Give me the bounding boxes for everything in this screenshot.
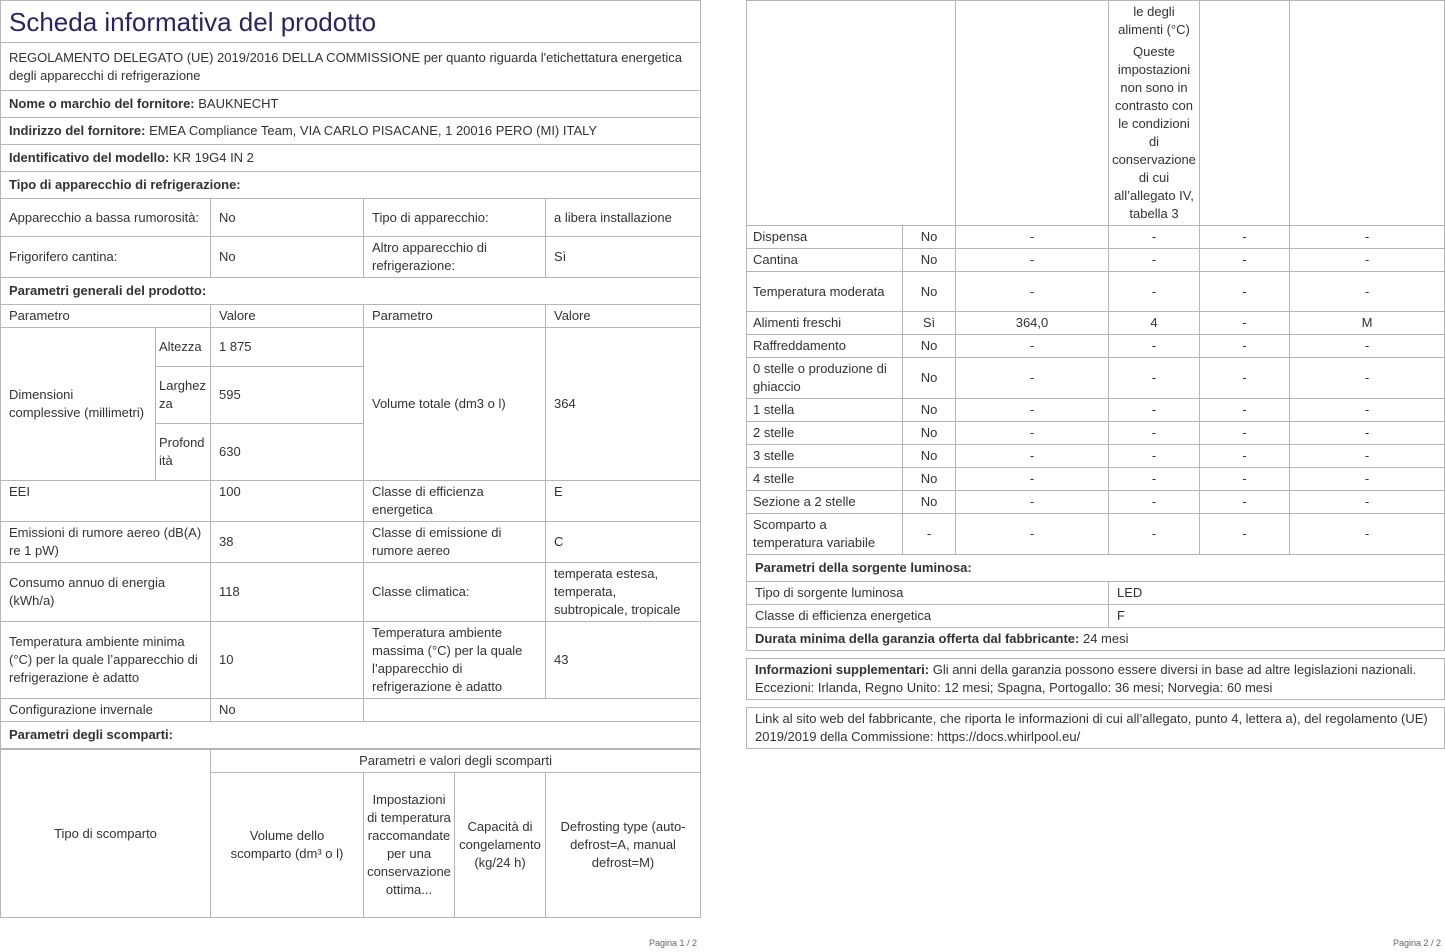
winter-config-label: Configurazione invernale [1, 699, 211, 722]
recommended-temp-header-cont [1109, 1, 1200, 226]
warranty-row [747, 628, 1445, 651]
compartment-defrost: - [1290, 358, 1445, 399]
defrost-type-label: Defrosting type (auto-defrost=A, manual defrost=M) [546, 773, 701, 918]
max-temp-value: 43 [546, 622, 701, 699]
compartment-volume: - [956, 399, 1109, 422]
eei-value: 100 [211, 481, 364, 522]
col-value-header: Valore [211, 305, 364, 328]
noise-class-label: Classe di emissione di rumore aereo [364, 522, 546, 563]
light-type-value: LED [1109, 582, 1445, 605]
compartment-temp: - [1109, 226, 1200, 249]
compartment-defrost: - [1290, 468, 1445, 491]
extra-info-row [747, 659, 1445, 700]
total-volume-label: Volume totale (dm3 o l) [364, 328, 546, 481]
warranty-value: 24 mesi [1082, 631, 1129, 646]
compartment-row [747, 422, 1445, 445]
compartment-name: 3 stelle [747, 445, 903, 468]
col-param-header: Parametro [1, 305, 211, 328]
compartment-defrost: - [1290, 514, 1445, 555]
compartment-defrost: - [1290, 445, 1445, 468]
compartment-present: No [903, 491, 956, 514]
compartment-temp: - [1109, 514, 1200, 555]
page-1 [0, 0, 700, 918]
model-label: Identificativo del modello: [9, 150, 170, 165]
col-param-header-2: Parametro [364, 305, 546, 328]
header-cont-empty-4 [1290, 1, 1445, 226]
supplier-address-label: Indirizzo del fornitore: [9, 123, 146, 138]
compartment-present: No [903, 445, 956, 468]
compartment-volume: - [956, 226, 1109, 249]
compartment-present: No [903, 358, 956, 399]
model-row [1, 145, 701, 172]
low-noise-value: No [211, 199, 364, 237]
compartment-volume: - [956, 514, 1109, 555]
compartment-capacity: - [1200, 226, 1290, 249]
page-2-footer: Pagina 2 / 2 [1393, 938, 1442, 948]
compartment-name: 2 stelle [747, 422, 903, 445]
max-temp-label: Temperatura ambiente massima (°C) per la quale l’apparecchio di refrigerazione è adatto [364, 622, 546, 699]
wine-label: Frigorifero cantina: [1, 237, 211, 278]
compartment-volume: 364,0 [956, 312, 1109, 335]
compartment-type-label: Tipo di scomparto [1, 750, 211, 918]
compartment-name: Scomparto a temperatura variabile [747, 514, 903, 555]
annual-energy-label: Consumo annuo di energia (kWh/a) [1, 563, 211, 622]
compartment-defrost: M [1290, 312, 1445, 335]
total-volume-value: 364 [546, 328, 701, 481]
compartment-row [747, 226, 1445, 249]
compartment-temp: 4 [1109, 312, 1200, 335]
dimensions-label: Dimensioni complessive (millimetri) [1, 328, 156, 481]
compartment-temp: - [1109, 272, 1200, 312]
compartment-defrost: - [1290, 399, 1445, 422]
compartment-present: No [903, 399, 956, 422]
light-heading: Parametri della sorgente luminosa: [747, 555, 1445, 582]
min-temp-value: 10 [211, 622, 364, 699]
eei-label: EEI [1, 481, 211, 522]
width-value: 595 [211, 367, 364, 424]
link-text: Link al sito web del fabbricante, che riporta le informazioni di cui all’allegato, punto 4, lettera a), del regolamento (UE) 2019/2019 della Commissione: [755, 711, 1428, 744]
supplier-address-row [1, 118, 701, 145]
compartment-present: No [903, 468, 956, 491]
compartment-name: 4 stelle [747, 468, 903, 491]
supplier-name-label: Nome o marchio del fornitore: [9, 96, 195, 111]
compartment-row [747, 335, 1445, 358]
depth-value: 630 [211, 424, 364, 481]
page-title: Scheda informativa del prodotto [1, 1, 701, 43]
compartment-capacity: - [1200, 422, 1290, 445]
compartment-name: Cantina [747, 249, 903, 272]
compartment-temp: - [1109, 422, 1200, 445]
compartment-row [747, 249, 1445, 272]
height-value: 1 875 [211, 328, 364, 367]
compartment-name: Raffreddamento [747, 335, 903, 358]
appliance-type-value: a libera installazione [546, 199, 701, 237]
other-appliance-value: Sì [546, 237, 701, 278]
compartment-row [747, 514, 1445, 555]
supplier-address-value: EMEA Compliance Team, VIA CARLO PISACANE, 1 20016 PERO (MI) ITALY [149, 123, 598, 138]
annual-energy-value: 118 [211, 563, 364, 622]
compartment-defrost: - [1290, 335, 1445, 358]
noise-class-value: C [546, 522, 701, 563]
compartment-values-header: Parametri e valori degli scomparti [211, 750, 701, 773]
warranty-label: Durata minima della garanzia offerta dal fabbricante: [755, 631, 1080, 646]
compartment-row [747, 312, 1445, 335]
empty-cell [364, 699, 701, 722]
manufacturer-link[interactable]: https://docs.whirlpool.eu/ [937, 729, 1081, 744]
compartment-name: Dispensa [747, 226, 903, 249]
compartment-volume: - [956, 335, 1109, 358]
compartment-params-heading: Parametri degli scomparti: [1, 722, 701, 749]
compartment-row [747, 491, 1445, 514]
compartment-present: No [903, 249, 956, 272]
compartment-volume: - [956, 422, 1109, 445]
compartment-present: No [903, 422, 956, 445]
compartment-defrost: - [1290, 422, 1445, 445]
compartment-capacity: - [1200, 445, 1290, 468]
compartment-temp: - [1109, 249, 1200, 272]
other-appliance-label: Altro apparecchio di refrigerazione: [364, 237, 546, 278]
energy-class-label: Classe di efficienza energetica [364, 481, 546, 522]
compartment-volume: - [956, 468, 1109, 491]
compartment-defrost: - [1290, 249, 1445, 272]
light-class-label: Classe di efficienza energetica [747, 605, 1109, 628]
compartment-volume-label: Volume dello scomparto (dm³ o l) [211, 773, 364, 918]
compartment-name: Temperatura moderata [747, 272, 903, 312]
compartment-temp: - [1109, 491, 1200, 514]
compartment-temp: - [1109, 445, 1200, 468]
extra-info-label: Informazioni supplementari: [755, 662, 930, 677]
depth-label: Profondità [156, 424, 211, 481]
compartment-temp: - [1109, 468, 1200, 491]
page-2 [746, 0, 1444, 749]
compartment-volume: - [956, 249, 1109, 272]
spacer-2 [747, 700, 1445, 708]
light-class-value: F [1109, 605, 1445, 628]
recommended-temp-label: Impostazioni di temperatura raccomandate per una conservazione ottima... [364, 773, 455, 918]
extra-info-text: Gli anni della garanzia possono essere diversi in base ad altre legislazioni nazionali. Eccezioni: Irlanda, Regno Unito: 12 mesi; Spagna, Portogallo: 36 mesi; Norvegia: 60 mesi [755, 662, 1417, 695]
compartment-capacity: - [1200, 491, 1290, 514]
general-params-heading: Parametri generali del prodotto: [1, 278, 701, 305]
header-cont-line-1: le degli alimenti (°C) [1118, 4, 1190, 37]
compartment-volume: - [956, 491, 1109, 514]
spacer [747, 651, 1445, 659]
min-temp-label: Temperatura ambiente minima (°C) per la quale l’apparecchio di refrigerazione è adatto [1, 622, 211, 699]
compartment-row [747, 399, 1445, 422]
regulation-text: REGOLAMENTO DELEGATO (UE) 2019/2016 DELLA COMMISSIONE per quanto riguarda l'etichettatura energetica degli apparecchi di refrigerazione [1, 43, 701, 91]
compartment-present: Sì [903, 312, 956, 335]
climate-class-label: Classe climatica: [364, 563, 546, 622]
compartment-capacity: - [1200, 249, 1290, 272]
freezing-capacity-label: Capacità di congelamento (kg/24 h) [455, 773, 546, 918]
header-cont-line-2: Queste impostazioni non sono in contrasto con le condizioni di conservazione di cui all’allegato IV, tabella 3 [1112, 44, 1196, 221]
compartment-name: 1 stella [747, 399, 903, 422]
winter-config-value: No [211, 699, 364, 722]
compartment-temp: - [1109, 399, 1200, 422]
appliance-type-label: Tipo di apparecchio: [364, 199, 546, 237]
compartment-present: No [903, 335, 956, 358]
supplier-name-row [1, 91, 701, 118]
noise-value: 38 [211, 522, 364, 563]
col-value-header-2: Valore [546, 305, 701, 328]
compartment-defrost: - [1290, 272, 1445, 312]
compartment-capacity: - [1200, 399, 1290, 422]
compartment-present: No [903, 272, 956, 312]
width-label: Larghezza [156, 367, 211, 424]
compartment-volume: - [956, 445, 1109, 468]
compartment-capacity: - [1200, 312, 1290, 335]
compartment-name: Alimenti freschi [747, 312, 903, 335]
compartment-capacity: - [1200, 514, 1290, 555]
compartment-defrost: - [1290, 491, 1445, 514]
compartment-present: No [903, 226, 956, 249]
model-value: KR 19G4 IN 2 [172, 150, 254, 165]
energy-class-value: E [546, 481, 701, 522]
wine-value: No [211, 237, 364, 278]
compartment-capacity: - [1200, 358, 1290, 399]
compartment-capacity: - [1200, 272, 1290, 312]
compartment-row [747, 445, 1445, 468]
header-cont-empty-2 [956, 1, 1109, 226]
low-noise-label: Apparecchio a bassa rumorosità: [1, 199, 211, 237]
compartment-present: - [903, 514, 956, 555]
product-info-table [0, 0, 701, 749]
compartment-row [747, 272, 1445, 312]
height-label: Altezza [156, 328, 211, 367]
light-type-label: Tipo di sorgente luminosa [747, 582, 1109, 605]
compartment-defrost: - [1290, 226, 1445, 249]
header-cont-empty [747, 1, 956, 226]
header-cont-empty-3 [1200, 1, 1290, 226]
page-1-footer: Pagina 1 / 2 [649, 938, 698, 948]
appliance-type-heading: Tipo di apparecchio di refrigerazione: [1, 172, 701, 199]
compartment-capacity: - [1200, 335, 1290, 358]
climate-class-value: temperata estesa, temperata, subtropicale, tropicale [546, 563, 701, 622]
compartment-name: Sezione a 2 stelle [747, 491, 903, 514]
compartment-temp: - [1109, 358, 1200, 399]
compartment-volume: - [956, 358, 1109, 399]
compartment-row [747, 358, 1445, 399]
noise-label: Emissioni di rumore aereo (dB(A) re 1 pW) [1, 522, 211, 563]
compartment-temp: - [1109, 335, 1200, 358]
compartment-name: 0 stelle o produzione di ghiaccio [747, 358, 903, 399]
supplier-name-value: BAUKNECHT [198, 96, 279, 111]
compartment-header-table [0, 749, 701, 918]
compartment-values-table [746, 0, 1445, 749]
link-row [747, 708, 1445, 749]
compartment-volume: - [956, 272, 1109, 312]
compartment-capacity: - [1200, 468, 1290, 491]
compartment-row [747, 468, 1445, 491]
